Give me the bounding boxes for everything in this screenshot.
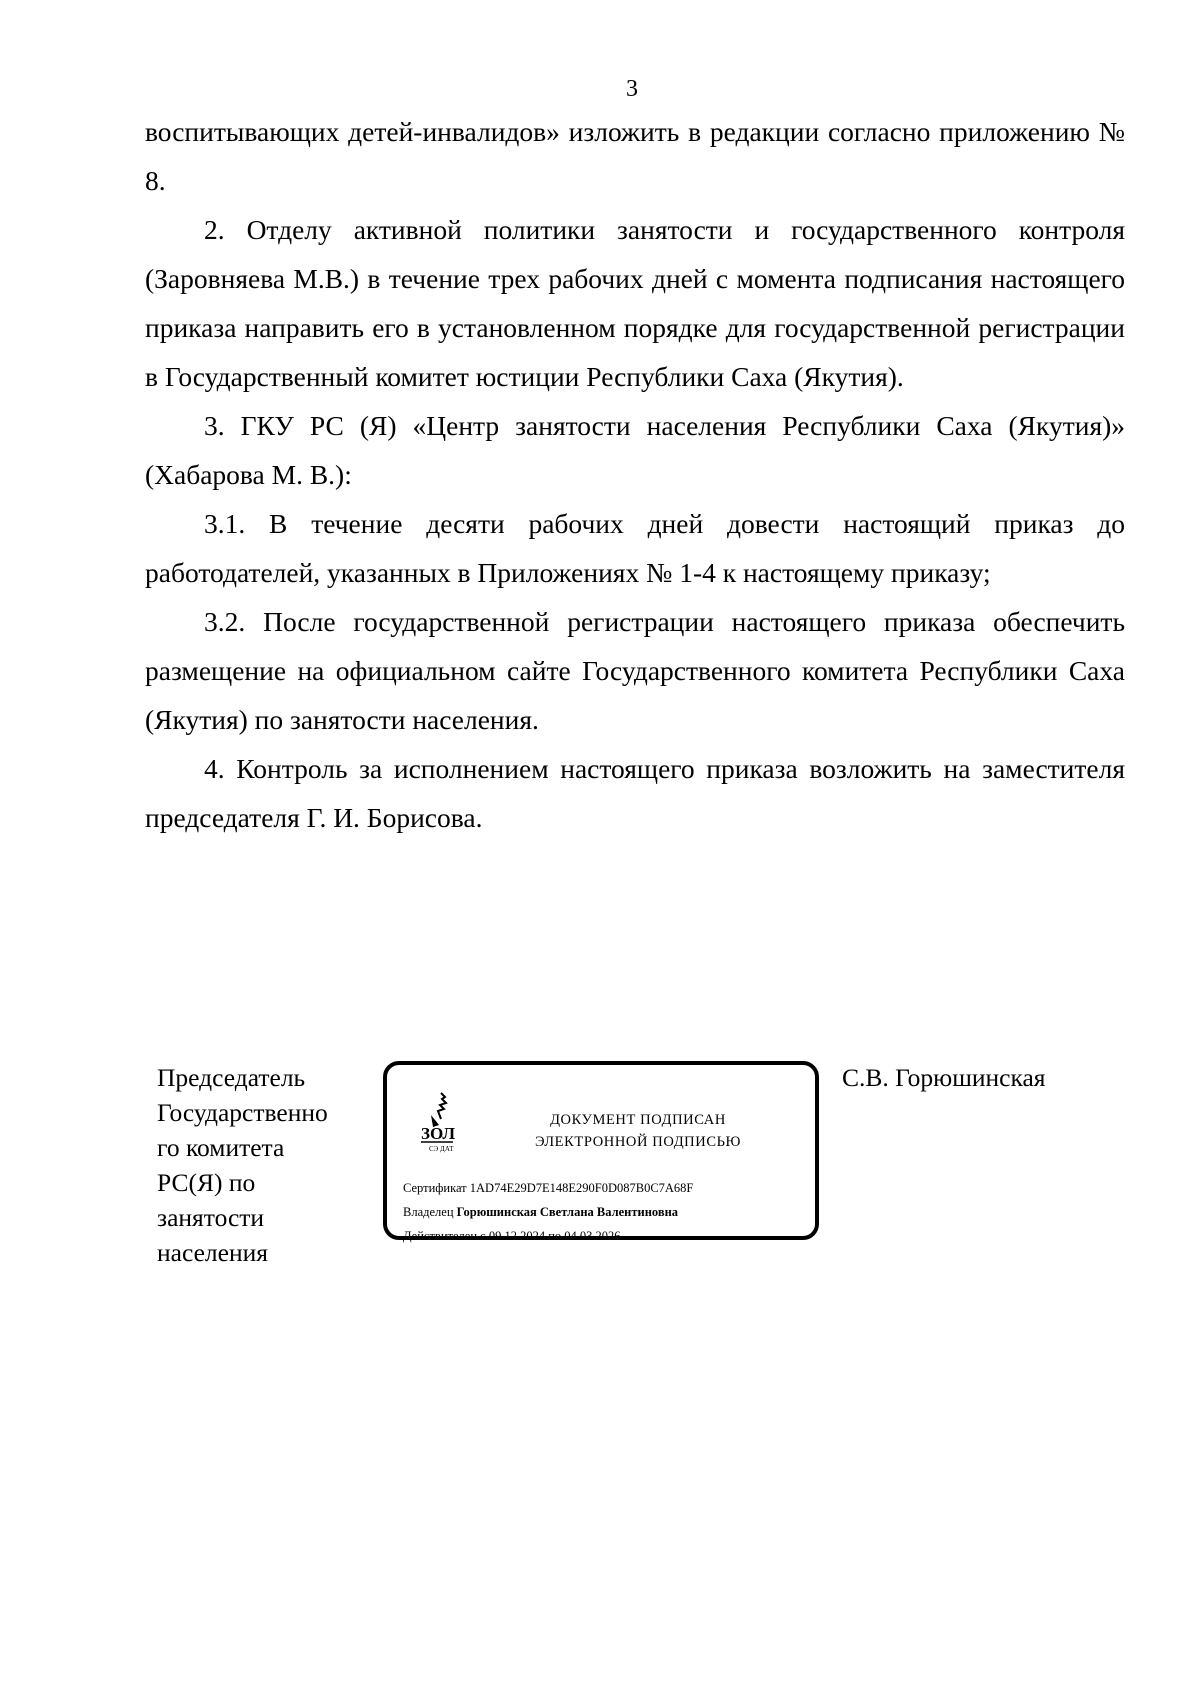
stamp-details — [403, 1176, 815, 1248]
valid-from: 09.12.2024 — [488, 1229, 546, 1243]
signer-position — [157, 1060, 367, 1270]
signer-position-line: занятости — [157, 1203, 265, 1232]
signer-name: С.В. Горюшинская — [842, 1063, 1046, 1092]
valid-to-prefix: по — [548, 1229, 562, 1243]
paragraph: 2. Отделу активной политики занятости и государственного контроля (Заровняева М.В.) в течение трех рабочих дней с момента подписания настоящего приказа направить его в установленном порядке для государственной регистрации в Государственный комитет юстиции Республики Саха (Якутия). — [145, 214, 1125, 392]
certificate-value: 1AD74E29D7E148E290F0D087B0C7A68F — [469, 1181, 694, 1195]
signer-position-line: РС(Я) по — [157, 1168, 256, 1197]
owner-label: Владелец — [403, 1205, 454, 1219]
owner-line — [403, 1200, 815, 1224]
validity-line — [403, 1224, 815, 1248]
paragraph: 3. ГКУ РС (Я) «Центр занятости населения Республики Саха (Якутия)» (Хабарова М. В.): — [145, 410, 1125, 490]
paragraph: 3.2. После государственной регистрации настоящего приказа обеспечить размещение на официальном сайте Государственного комитета Республики Саха (Якутия) по занятости населения. — [145, 606, 1125, 735]
valid-label: Действителен — [403, 1229, 478, 1243]
emblem-subtext: СЭ ДАТ — [429, 1145, 454, 1153]
valid-from-prefix: с — [480, 1229, 486, 1243]
document-body — [145, 107, 1125, 842]
paragraph: воспитывающих детей-инвалидов» изложить в редакции согласно приложению № 8. — [145, 116, 1125, 196]
signer-position-line: го комитета — [157, 1133, 285, 1162]
signer-position-line: Государственно — [157, 1098, 328, 1127]
paragraph: 4. Контроль за исполнением настоящего приказа возложить на заместителя председателя Г. И. Борисова. — [145, 753, 1125, 833]
emblem-text: ЗОЛ — [421, 1124, 456, 1143]
electronic-signature-stamp — [383, 1061, 819, 1243]
paragraph: 3.1. В течение десяти рабочих дней довести настоящий приказ до работодателей, указанных в Приложениях № 1-4 к настоящему приказу; — [145, 508, 1125, 588]
page-number: 3 — [626, 76, 638, 102]
stamp-heading-line-2: ЭЛЕКТРОННОЙ ПОДПИСЬЮ — [534, 1134, 742, 1150]
signer-position-line: Председатель — [157, 1063, 306, 1092]
certificate-label: Сертификат — [403, 1181, 467, 1195]
stamp-heading — [473, 1109, 803, 1153]
valid-to: 04.03.2026 — [564, 1229, 621, 1243]
signer-position-line: населения — [157, 1238, 268, 1267]
certificate-line — [403, 1176, 815, 1200]
stamp-heading-line-1: ДОКУМЕНТ ПОДПИСАН — [550, 1112, 726, 1128]
emblem-icon — [421, 1091, 461, 1153]
owner-value: Горюшинская Светлана Валентиновна — [456, 1205, 679, 1219]
